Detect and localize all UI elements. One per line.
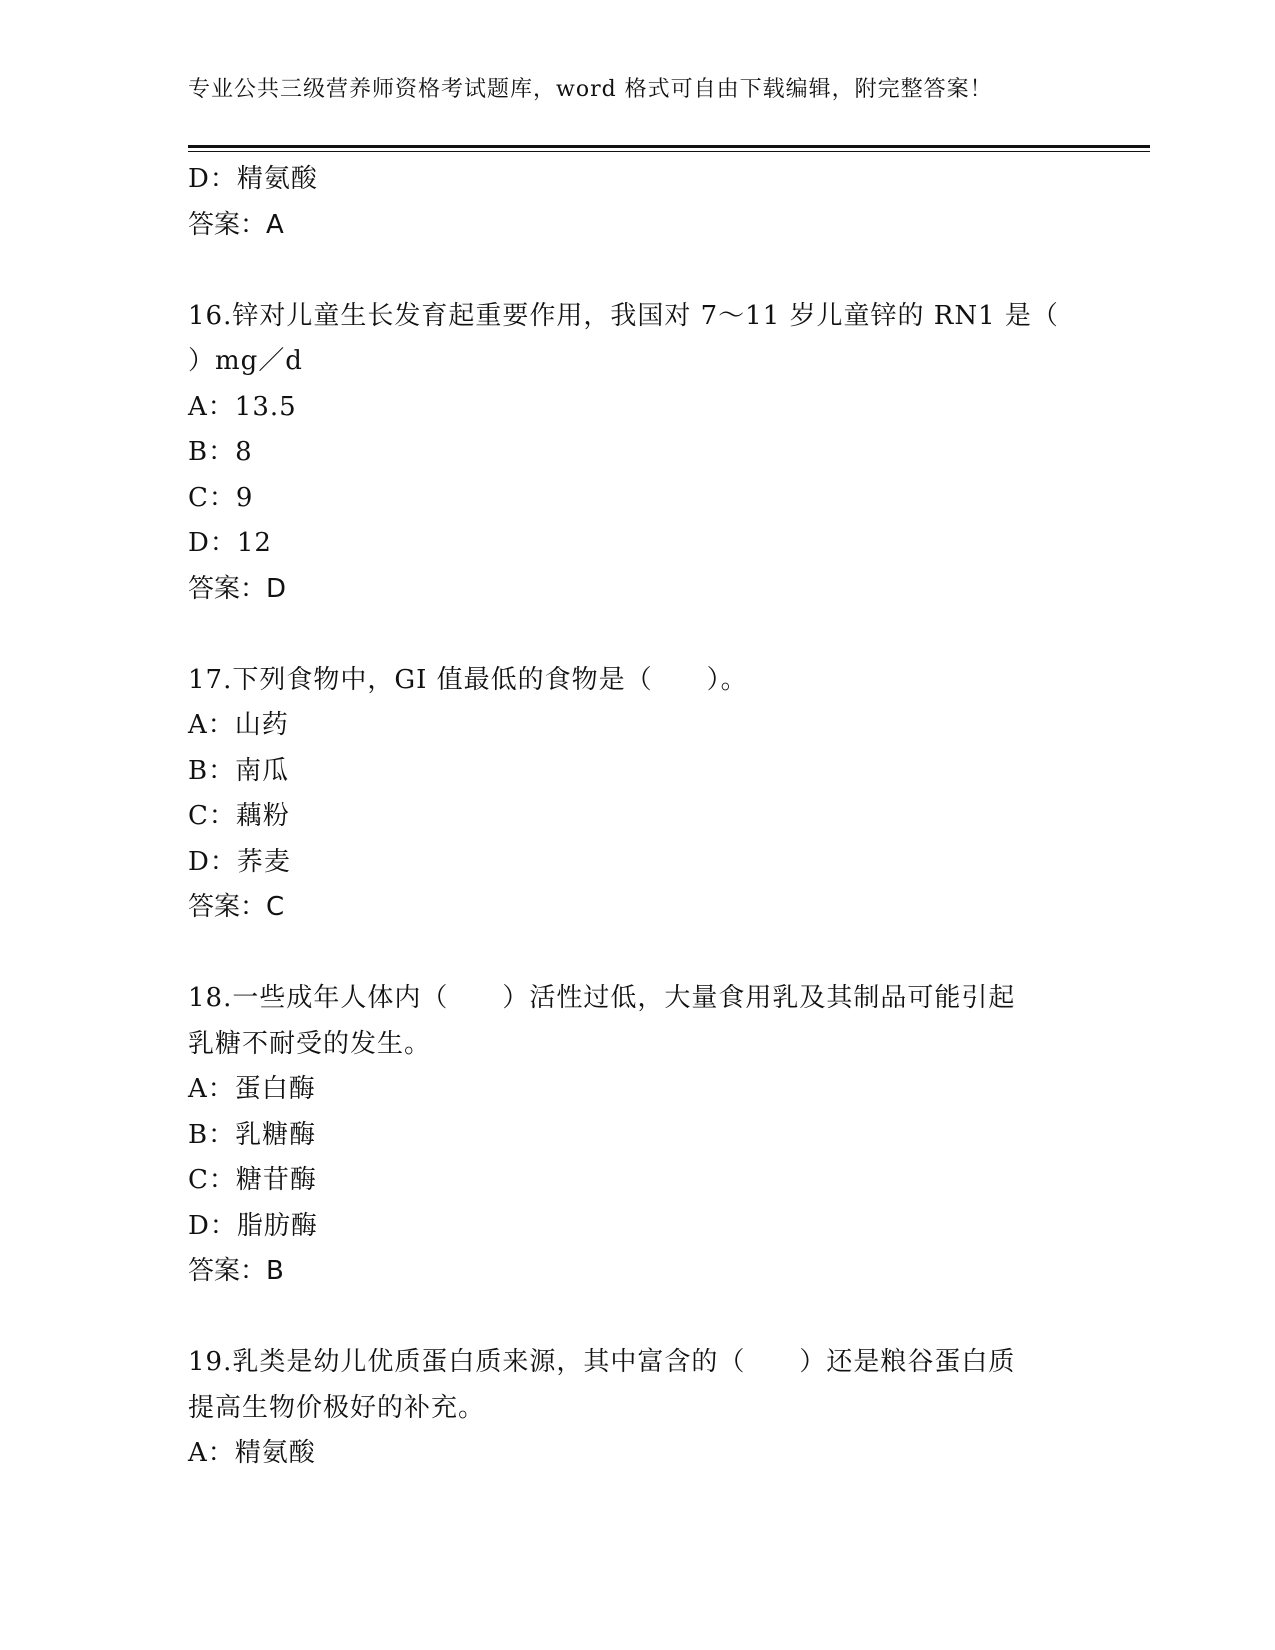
question-18: [188, 976, 1088, 1295]
question-text: 18.一些成年人体内（ ）活性过低，大量食用乳及其制品可能引起: [188, 983, 1016, 1013]
question-17: [188, 658, 1088, 931]
option-b: B：南瓜: [188, 755, 290, 786]
spacer: [188, 248, 1088, 294]
question-19: [188, 1340, 1088, 1477]
option-d: D：荞麦: [188, 846, 291, 877]
question-content: [188, 157, 1088, 1477]
option-d: D：脂肪酶: [188, 1210, 318, 1241]
option-b: B：8: [188, 437, 253, 467]
answer-line: 答案：D: [188, 573, 287, 604]
question-text: ）mg／d: [188, 346, 303, 376]
answer-line: 答案：A: [188, 209, 284, 240]
spacer: [188, 1295, 1088, 1341]
spacer: [188, 931, 1088, 977]
option-c: C：藕粉: [188, 801, 290, 831]
answer-line: 答案：C: [188, 892, 285, 922]
option-b: B：乳糖酶: [188, 1119, 317, 1150]
question-text: 16.锌对儿童生长发育起重要作用，我国对 7～11 岁儿童锌的 RN1 是（: [188, 300, 1059, 331]
question-text: 乳糖不耐受的发生。: [188, 1028, 432, 1059]
option-a: A：13.5: [188, 391, 297, 422]
header-rule-thick: [188, 145, 1150, 148]
answer-line: 答案：B: [188, 1256, 284, 1286]
question-16: [188, 294, 1088, 613]
option-a: A：精氨酸: [188, 1438, 316, 1468]
option-d: D：精氨酸: [188, 164, 318, 194]
option-a: A：山药: [188, 710, 289, 740]
question-text: 提高生物价极好的补充。: [188, 1392, 486, 1423]
question-text: 19.乳类是幼儿优质蛋白质来源，其中富含的（ ）还是粮谷蛋白质: [188, 1347, 1016, 1377]
page-header: 专业公共三级营养师资格考试题库，word 格式可自由下载编辑，附完整答案！: [188, 77, 993, 102]
question-text: 17.下列食物中，GI 值最低的食物是（ ）。: [188, 664, 748, 695]
spacer: [188, 612, 1088, 658]
option-d: D：12: [188, 528, 272, 558]
option-c: C：糖苷酶: [188, 1165, 317, 1195]
option-a: A：蛋白酶: [188, 1074, 316, 1104]
header-rule-thin: [188, 151, 1150, 152]
option-c: C：9: [188, 482, 254, 513]
